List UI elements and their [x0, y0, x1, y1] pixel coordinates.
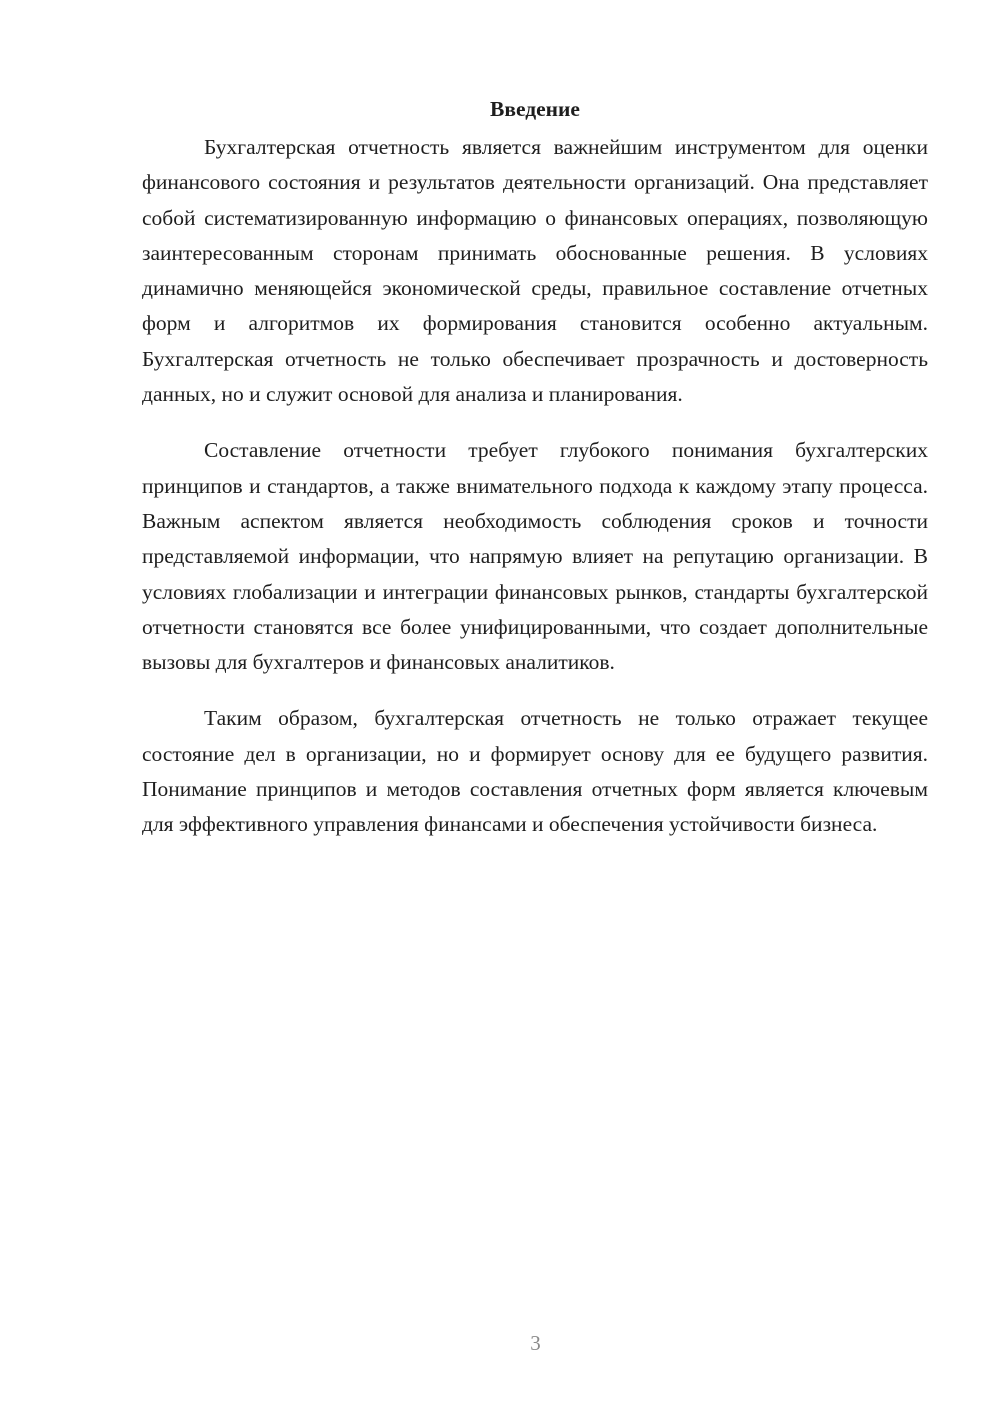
paragraph-2: Составление отчетности требует глубокого понимания бухгалтерских принципов и стандартов, а также внимательного подхода к каждому этапу процесса. Важным аспектом является необходимость соблюдения сроков и точности представляемой информации, что напрямую влияет на репутацию организации. В условиях глобализации и интеграции финансовых рынков, стандарты бухгалтерской отчетности становятся все более унифицированными, что создает дополнительные вызовы для бухгалтеров и финансовых аналитиков.	[142, 438, 928, 675]
paragraph-1: Бухгалтерская отчетность является важнейшим инструментом для оценки финансового состояния и результатов деятельности организаций. Она представляет собой систематизированную информацию о финансовых операциях, позволяющую заинтересованным сторонам принимать обоснованные решения. В условиях динамично меняющейся экономической среды, правильное составление отчетных форм и алгоритмов их формирования становится особенно актуальным. Бухгалтерская отчетность не только обеспечивает прозрачность и достоверность данных, но и служит основой для анализа и планирования.	[142, 135, 928, 407]
page-number: 3	[530, 1331, 541, 1355]
paragraph-3: Таким образом, бухгалтерская отчетность не только отражает текущее состояние дел в организации, но и формирует основу для ее будущего развития. Понимание принципов и методов составления отчетных форм является ключевым для эффективного управления финансами и обеспечения устойчивости бизнеса.	[142, 706, 928, 837]
page-content	[142, 92, 928, 864]
section-title: Введение	[490, 97, 580, 121]
